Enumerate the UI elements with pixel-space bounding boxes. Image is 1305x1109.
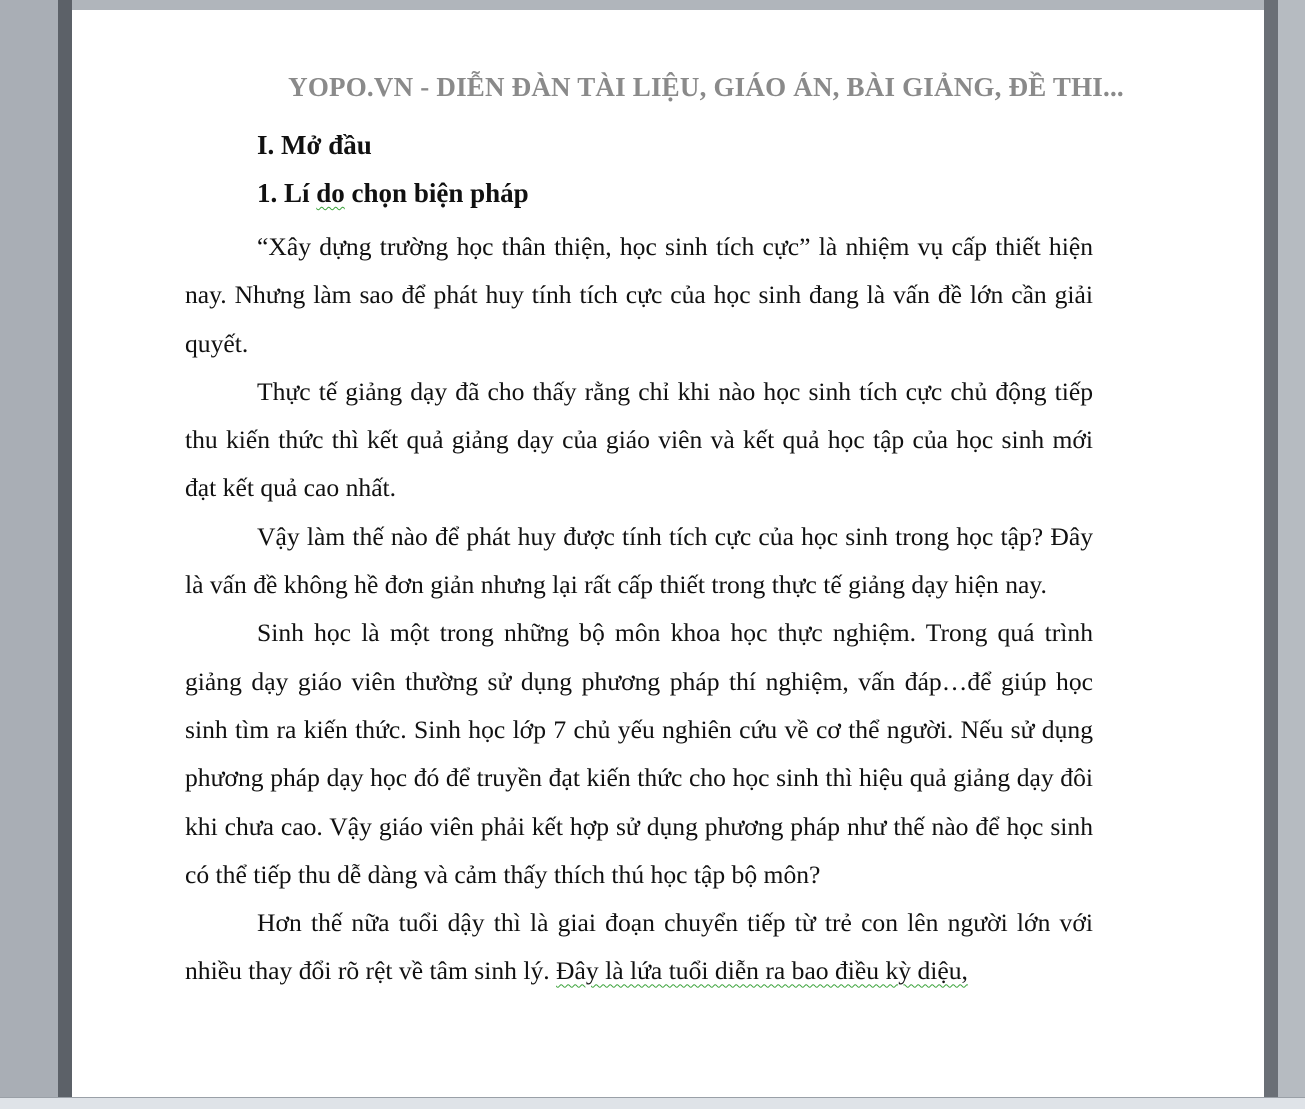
status-area bbox=[0, 1097, 1305, 1109]
paragraph-5 bbox=[185, 899, 1093, 996]
heading-reason-prefix: 1. Lí bbox=[257, 178, 317, 208]
heading-reason-suffix: chọn biện pháp bbox=[344, 178, 529, 208]
body-text[interactable] bbox=[185, 223, 1093, 996]
left-gutter bbox=[0, 0, 58, 1108]
document-page[interactable] bbox=[72, 10, 1264, 1097]
heading-introduction: I. Mở đầu bbox=[257, 130, 372, 160]
right-page-shadow bbox=[1264, 0, 1278, 1108]
left-page-shadow bbox=[58, 0, 72, 1108]
paragraph-5-text: Hơn thế nữa tuổi dậy thì là giai đoạn chuyển tiếp từ trẻ con lên người lớn với nhiều thay đổi rõ rệt về tâm sinh lý. bbox=[185, 908, 1093, 986]
page-header: YOPO.VN - DIỄN ĐÀN TÀI LIỆU, GIÁO ÁN, BÀI GIẢNG, ĐỀ THI... bbox=[288, 72, 1124, 102]
heading-reason bbox=[257, 178, 529, 209]
paragraph-1-text: “Xây dựng trường học thân thiện, học sinh tích cực” là nhiệm vụ cấp thiết hiện nay. Nhưng làm sao để phát huy tính tích cực của học sinh đang là vấn đề lớn cần giải quyết. bbox=[185, 232, 1093, 358]
paragraph-1 bbox=[185, 223, 1093, 368]
vertical-scrollbar[interactable] bbox=[1278, 0, 1305, 1108]
grammar-flag-word[interactable]: do bbox=[316, 178, 345, 208]
grammar-flag-phrase[interactable]: Đây là lứa tuổi diễn ra bao điều kỳ diệu, bbox=[556, 956, 968, 986]
paragraph-4: Sinh học là một trong những bộ môn khoa học thực nghiệm. Trong quá trình giảng dạy giáo viên thường sử dụng phương pháp thí nghiệm, vấn đáp…để giúp học sinh tìm ra kiến thức. Sinh học lớp 7 chủ yếu nghiên cứu về cơ thể người. Nếu sử dụng phương pháp dạy học đó để truyền đạt kiến thức cho học sinh thì hiệu quả giảng dạy đôi khi chưa cao. Vậy giáo viên phải kết hợp sử dụng phương pháp như thế nào để học sinh có thể tiếp thu dễ dàng và cảm thấy thích thú học tập bộ môn? bbox=[185, 618, 1093, 889]
paragraph-3: Vậy làm thế nào để phát huy được tính tích cực của học sinh trong học tập? Đây là vấn đề không hề đơn giản nhưng lại rất cấp thiết trong thực tế giảng dạy hiện nay. bbox=[185, 521, 1093, 600]
paragraph-2: Thực tế giảng dạy đã cho thấy rằng chỉ khi nào học sinh tích cực chủ động tiếp thu kiến thức thì kết quả giảng dạy của giáo viên và kết quả học tập của học sinh mới đạt kết quả cao nhất. bbox=[185, 376, 1093, 503]
top-page-gap bbox=[72, 0, 1264, 10]
